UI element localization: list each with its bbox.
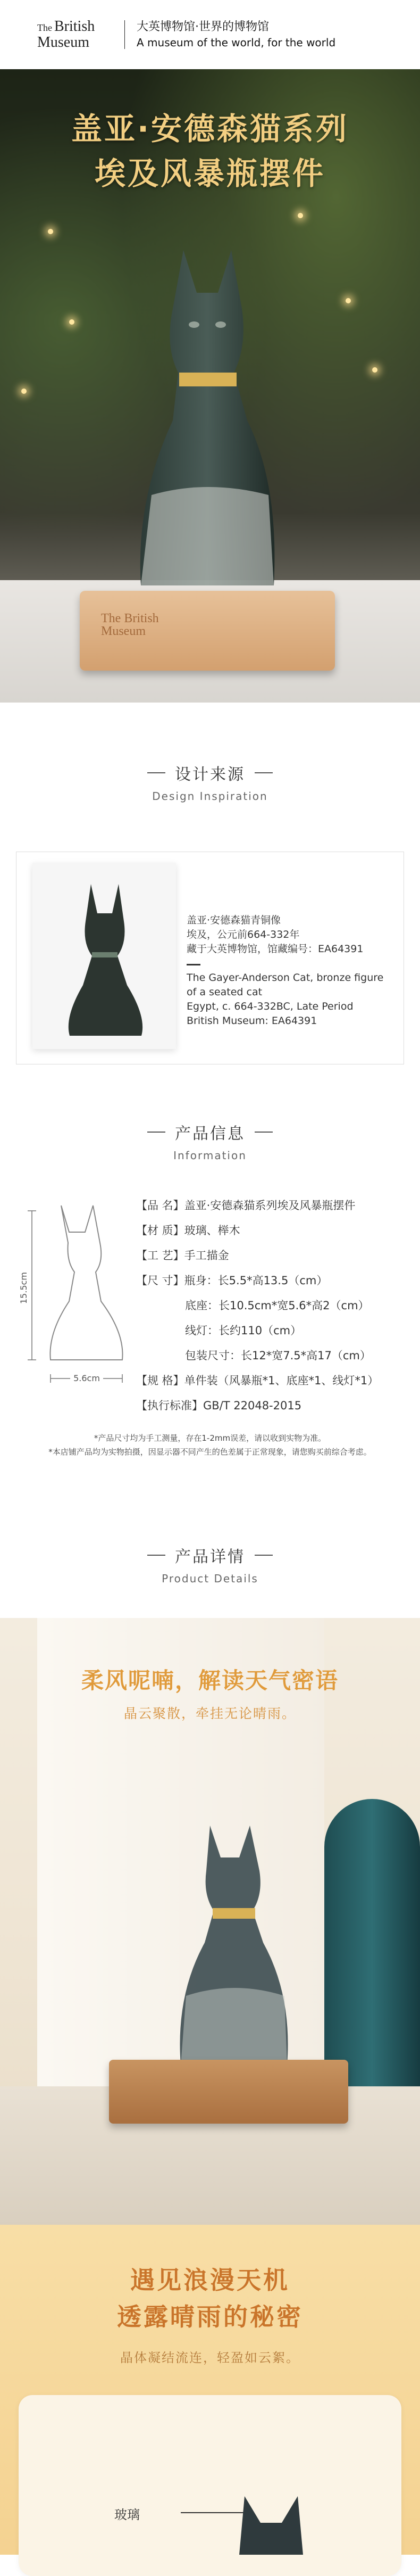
fairy-light xyxy=(21,389,27,394)
fairy-light xyxy=(69,319,74,325)
inspiration-heading xyxy=(0,761,420,803)
dimension-drawing xyxy=(21,1200,149,1392)
detail-panel xyxy=(19,2395,401,2576)
bronze-cat-photo xyxy=(32,863,176,1049)
cat-head-closeup xyxy=(229,2475,314,2555)
spec-row-base-size: 底座：长10.5cm*宽5.6*高2（cm） xyxy=(185,1299,369,1312)
inspiration-card xyxy=(16,852,404,1064)
spec-row-name: 【品 名】盖亚·安德森猫系列埃及风暴瓶摆件 xyxy=(136,1199,356,1212)
spec-row-standard: 【执行标准】GB/T 22048-2015 xyxy=(136,1399,302,1412)
fairy-light xyxy=(346,298,351,303)
hero-banner xyxy=(0,69,420,703)
heading-dash xyxy=(255,1132,273,1133)
product-notes xyxy=(0,1432,420,1459)
logo-british: British xyxy=(54,18,95,35)
spec-list xyxy=(136,1193,413,1418)
weather-subtitle: 晶云聚散，牵挂无论晴雨。 xyxy=(123,1706,296,1721)
base-logo-british: British xyxy=(124,612,159,625)
inspiration-text xyxy=(187,913,399,1028)
british-museum-logo[interactable] xyxy=(0,19,106,50)
wooden-base xyxy=(80,591,335,671)
inspiration-en-line2: of a seated cat xyxy=(187,986,263,998)
fairy-light xyxy=(372,367,377,373)
inspiration-en-line1: The Gayer-Anderson Cat, bronze figure xyxy=(187,971,384,984)
detail-block-weather xyxy=(0,1618,420,2225)
detail-block-romance xyxy=(0,2225,420,2555)
header-tagline xyxy=(137,19,335,51)
spec-row-size: 【尺 寸】瓶身：长5.5*高13.5（cm） xyxy=(136,1274,328,1287)
storm-glass-cat-image xyxy=(120,245,295,607)
fairy-light xyxy=(48,229,53,234)
spec-row-craft: 【工 艺】手工描金 xyxy=(136,1249,229,1262)
weather-title: 柔风呢喃，解读天气密语 xyxy=(81,1667,339,1694)
heading-dash xyxy=(255,1555,273,1556)
width-label: 5.6cm xyxy=(73,1373,100,1383)
base-logo-the: The xyxy=(101,612,121,625)
details-heading-zh: 产品详情 xyxy=(175,1548,245,1566)
note-color: *本店铺产品均为实物拍摄，因显示器不同产生的色差属于正常现象，请您购买前综合考虑。 xyxy=(48,1447,372,1457)
hero-title xyxy=(0,106,420,196)
tagline-zh: 大英博物馆·世界的博物馆 xyxy=(137,20,269,34)
site-header xyxy=(0,0,420,69)
heading-dash xyxy=(147,772,165,773)
inspiration-en-line4: British Museum: EA64391 xyxy=(187,1014,317,1027)
material-label: 玻璃 xyxy=(114,2507,140,2522)
inspiration-heading-zh: 设计来源 xyxy=(175,765,245,784)
information-heading xyxy=(0,1120,420,1162)
spec-row-package-size: 包装尺寸：长12*宽7.5*高17（cm） xyxy=(185,1349,371,1362)
spec-row-spec: 【规 格】单件装（风暴瓶*1、底座*1、线灯*1） xyxy=(136,1374,379,1387)
details-heading xyxy=(0,1543,420,1585)
heading-dash xyxy=(255,772,273,773)
height-label: 15.5cm xyxy=(19,1272,29,1304)
base-logo-museum: Museum xyxy=(101,624,146,638)
romance-title-line2: 透露晴雨的秘密 xyxy=(117,2302,303,2331)
spec-row-material: 【材 质】玻璃、榉木 xyxy=(136,1224,240,1237)
information-heading-zh: 产品信息 xyxy=(175,1125,245,1143)
tagline-en: A museum of the world, for the world xyxy=(137,36,336,49)
romance-subtitle: 晶体凝结流连，轻盈如云絮。 xyxy=(120,2350,300,2365)
hero-title-line2: 埃及风暴瓶摆件 xyxy=(94,155,325,192)
romance-title-line1: 遇见浪漫天机 xyxy=(130,2266,290,2294)
inspiration-zh-line1: 盖亚·安德森猫青铜像 xyxy=(187,914,281,926)
hero-title-line1: 盖亚·安德森猫系列 xyxy=(71,111,349,147)
details-heading-en: Product Details xyxy=(162,1572,258,1585)
base-logo xyxy=(101,612,159,638)
note-measurement: *产品尺寸均为手工测量，存在1-2mm误差，请以收到实物为准。 xyxy=(94,1433,326,1443)
logo-museum: Museum xyxy=(37,34,89,51)
storm-glass-cat-image xyxy=(154,1820,314,2070)
wooden-base xyxy=(109,2060,348,2124)
text-divider xyxy=(187,964,200,965)
header-divider xyxy=(124,20,125,49)
inspiration-heading-en: Design Inspiration xyxy=(152,790,268,803)
fairy-light xyxy=(298,213,303,218)
romance-title xyxy=(0,2262,420,2335)
inspiration-en-line3: Egypt, c. 664-332BC, Late Period xyxy=(187,1000,354,1012)
bronze-cat-figure xyxy=(32,863,176,1049)
inspiration-zh-line3: 藏于大英博物馆，馆藏编号：EA64391 xyxy=(187,943,364,955)
inspiration-zh-line2: 埃及，公元前664-332年 xyxy=(187,928,300,940)
heading-dash xyxy=(147,1555,165,1556)
logo-the: The xyxy=(37,22,52,33)
heading-dash xyxy=(147,1132,165,1133)
information-heading-en: Information xyxy=(173,1149,247,1162)
spec-row-light-size: 线灯：长约110（cm） xyxy=(185,1324,302,1337)
